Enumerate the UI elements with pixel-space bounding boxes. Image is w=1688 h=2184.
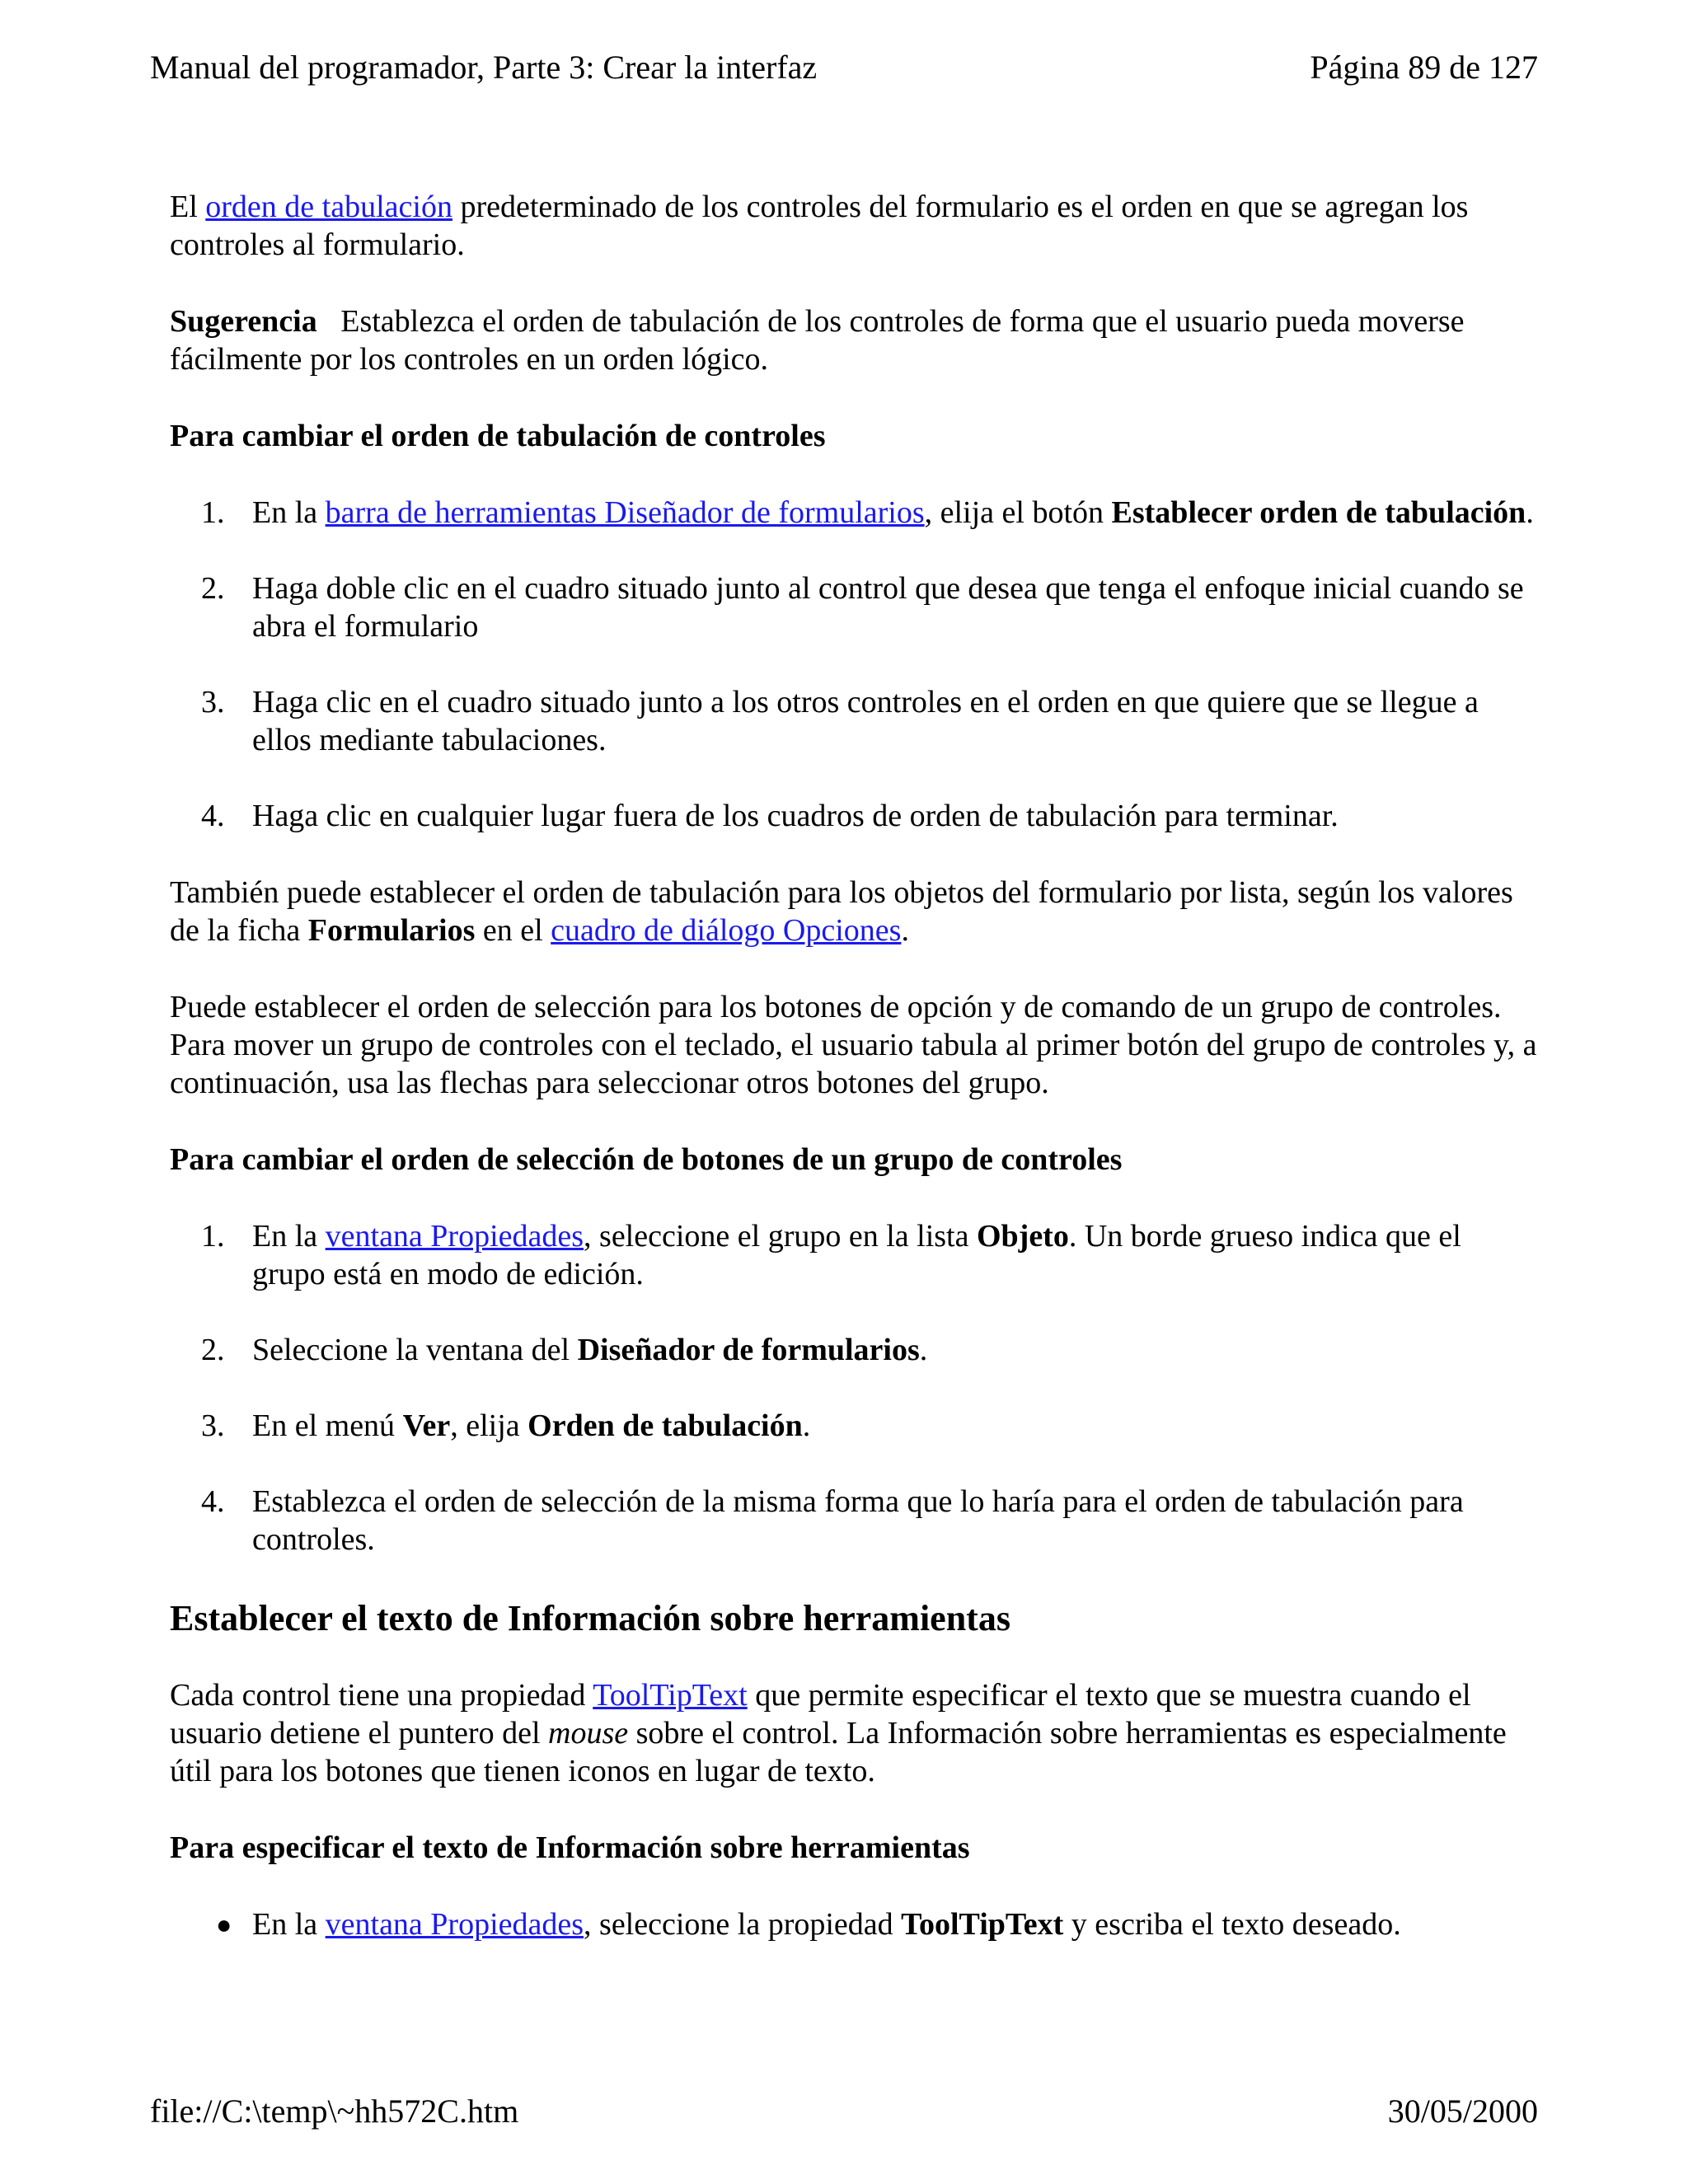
document-body	[170, 188, 1538, 1982]
tooltip-steps	[170, 1905, 1538, 1943]
page-header	[150, 48, 1538, 87]
list-item: 3. Haga clic en el cuadro situado junto a los otros controles en el orden en que quiere que se llegue a ellos mediante tabulaciones.	[201, 685, 1479, 757]
selection-order-paragraph: Puede establecer el orden de selección para los botones de opción y de comando de un grupo de controles. Para mover un grupo de controles con el teclado, el usuario tabula al primer botón del grupo de controles y, a continuación, usa las flechas para seleccionar otros botones del grupo.	[170, 990, 1537, 1100]
properties-window-link[interactable]: ventana Propiedades	[325, 1907, 584, 1942]
procedure-heading-tooltip: Para especificar el texto de Información sobre herramientas	[170, 1830, 970, 1865]
list-item: 4. Haga clic en cualquier lugar fuera de los cuadros de orden de tabulación para terminar.	[201, 799, 1339, 833]
properties-window-link[interactable]: ventana Propiedades	[325, 1219, 584, 1254]
page-number: Página 89 de 127	[1310, 49, 1538, 86]
tooltiptext-link[interactable]: ToolTipText	[593, 1678, 748, 1713]
options-paragraph: También puede establecer el orden de tabulación para los objetos del formulario por lista, según los valores de la ficha Formularios en el cuadro de diálogo Opciones.	[170, 875, 1513, 948]
options-dialog-link[interactable]: cuadro de diálogo Opciones	[551, 913, 902, 948]
list-item: 2. Seleccione la ventana del Diseñador de formularios.	[201, 1333, 928, 1367]
bullet-icon: ●	[216, 1910, 232, 1939]
file-path: file://C:\temp\~hh572C.htm	[150, 2093, 519, 2130]
tip-paragraph: Sugerencia Establezca el orden de tabulación de los controles de forma que el usuario pueda moverse fácilmente por los controles en un orden lógico.	[170, 304, 1472, 377]
tip-label: Sugerencia	[170, 304, 317, 339]
procedure-heading-selection-order: Para cambiar el orden de selección de botones de un grupo de controles	[170, 1142, 1123, 1177]
list-item: ● En la ventana Propiedades, seleccione la propiedad ToolTipText y escriba el texto deseado.	[216, 1907, 1401, 1942]
list-item: 1. En la ventana Propiedades, seleccione el grupo en la lista Objeto. Un borde grueso indica que el grupo está en modo de edición.	[201, 1219, 1461, 1291]
intro-paragraph: El orden de tabulación predeterminado de los controles del formulario es el orden en que se agregan los controles al formulario.	[170, 190, 1469, 262]
list-item: 2. Haga doble clic en el cuadro situado junto al control que desea que tenga el enfoque inicial cuando se abra el formulario	[201, 571, 1524, 644]
list-item: 1. En la barra de herramientas Diseñador de formularios, elija el botón Establecer orden de tabulación.	[201, 495, 1534, 530]
form-designer-toolbar-link[interactable]: barra de herramientas Diseñador de formularios	[325, 495, 925, 530]
selection-order-steps	[170, 1217, 1538, 1558]
list-item: 4. Establezca el orden de selección de la misma forma que lo haría para el orden de tabulación para controles.	[201, 1484, 1464, 1557]
tab-order-link[interactable]: orden de tabulación	[205, 190, 452, 224]
section-heading: Establecer el texto de Información sobre herramientas	[170, 1598, 1010, 1638]
document-title: Manual del programador, Parte 3: Crear la interfaz	[150, 49, 818, 86]
print-date: 30/05/2000	[1387, 2093, 1538, 2130]
page-footer	[150, 2092, 1538, 2131]
tab-order-steps	[170, 494, 1538, 835]
list-item: 3. En el menú Ver, elija Orden de tabulación.	[201, 1408, 811, 1443]
tooltip-paragraph: Cada control tiene una propiedad ToolTipText que permite especificar el texto que se muestra cuando el usuario detiene el puntero del mouse sobre el control. La Información sobre herramientas es especialmente útil para los botones que tienen iconos en lugar de texto.	[170, 1678, 1507, 1788]
procedure-heading-tab-order: Para cambiar el orden de tabulación de controles	[170, 419, 826, 453]
